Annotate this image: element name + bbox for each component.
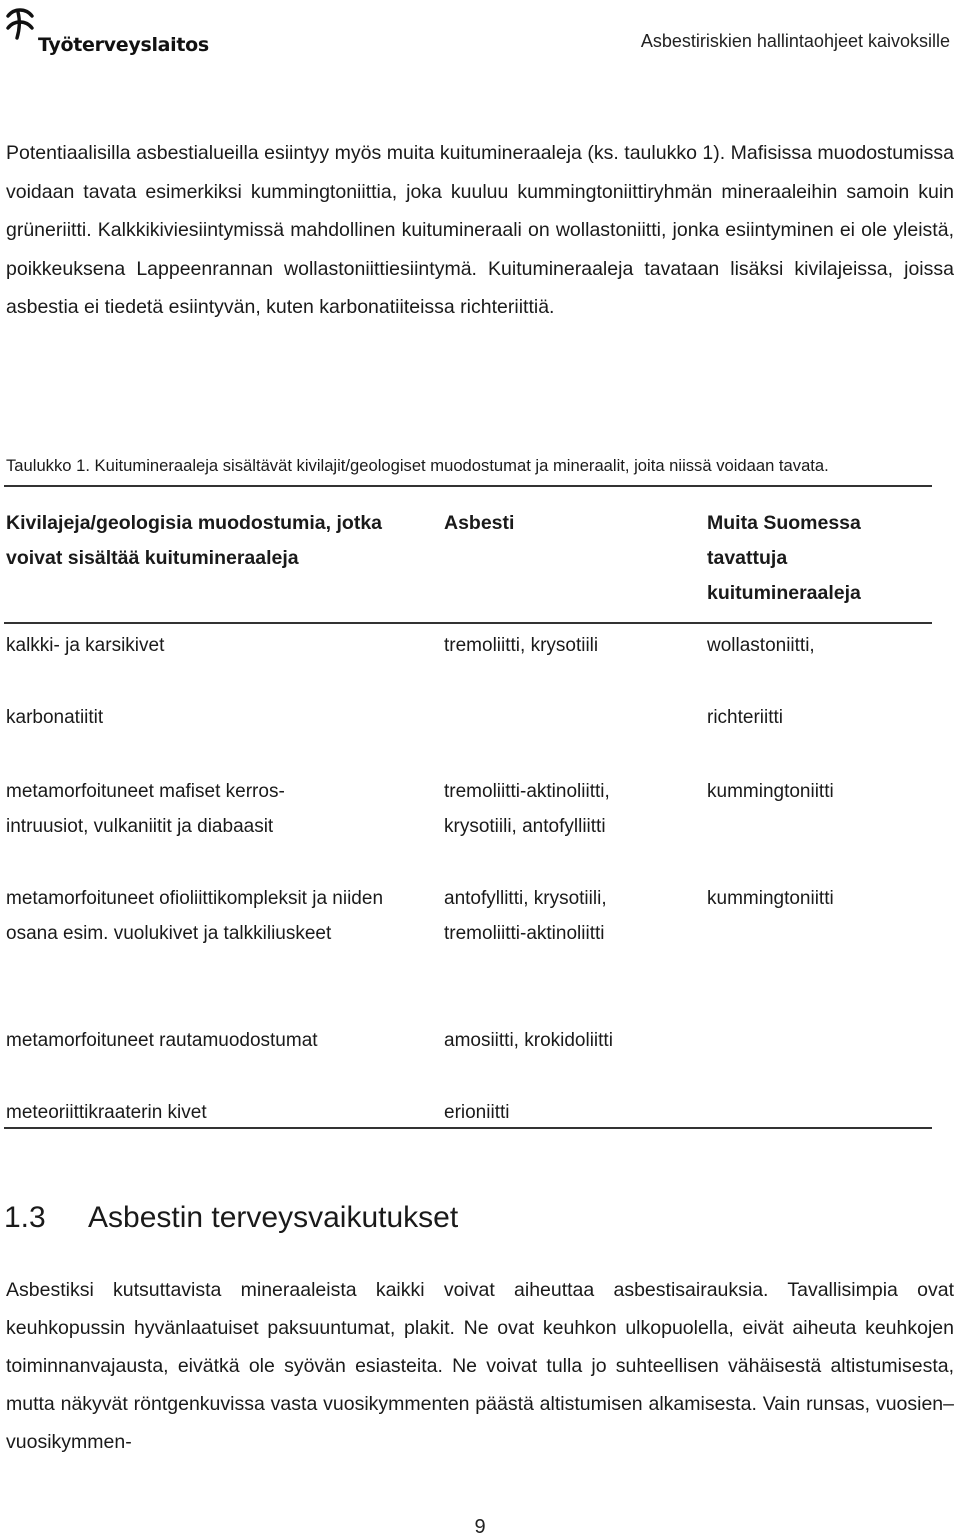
table-cell: kummingtoniitti [707,888,834,909]
table-cell: meteoriittikraaterin kivet [6,1102,207,1123]
table-caption: Taulukko 1. Kuitumineraaleja sisältävät kivilajit/geologiset muodostumat ja mineraalit, joita niissä voidaan tavata. [6,456,829,475]
table-header-cell: Asbesti [444,512,515,534]
table-cell: antofyllitti, krysotiili, tremoliitti-aktinoliitti [444,888,607,944]
section-title: Asbestin terveysvaikutukset [88,1201,459,1234]
table-header-cell: Muita Suomessa tavattuja kuitumineraaleja [707,512,861,604]
page-number: 9 [474,1516,486,1538]
table-cell: kalkki- ja karsikivet [6,635,165,656]
table-cell: wollastoniitti, [707,635,815,656]
table-cell: kummingtoniitti [707,781,834,802]
table-header-cell: Kivilajeja/geologisia muodostumia, jotka voivat sisältää kuitumineraaleja [6,512,383,569]
section-number: 1.3 [4,1201,46,1234]
table-cell: metamorfoituneet rautamuodostumat [6,1030,318,1051]
table-cell: erioniitti [444,1102,510,1123]
body-paragraph: Asbestiksi kutsuttavista mineraaleista kaikki voivat aiheuttaa asbestisairauksia. Tavallisimpia ovat keuhkopussin hyvänlaatuiset paksuuntumat, plakit. Ne ovat keuhkon ulkopuolella, eivät aiheuta keuhkojen toiminnanvajausta, eivätkä ole syövän esiasteita. Ne voivat tulla jo suhteellisen vähäisestä altistumisesta, mutta näkyvät röntgenkuvissa vasta vuosikymmenten päästä altistumisen alkamisesta. Vain runsas, vuosien–vuosikymmen- [6,1279,954,1453]
section-heading [4,1198,458,1238]
running-header-title: Asbestiriskien hallintaohjeet kaivoksille [640,31,950,51]
table-cell: karbonatiitit [6,707,104,728]
intro-paragraph: Potentiaalisilla asbestialueilla esiintyy myös muita kuitumineraaleja (ks. taulukko 1). Mafisissa muodostumissa voidaan tavata esimerkiksi kummingtoniittia, joka kuuluu kummingtoniittiryhmän mineraaleihin samoin kuin grüneriitti. Kalkkikiviesiintymissä mahdollinen kuitumineraali on wollastoniitti, jonka esiintyminen ei ole yleistä, poikkeuksena Lappeenrannan wollastoniittiesiintymä. Kuitumineraaleja tavataan lisäksi kivilajeissa, joissa asbestia ei tiedetä esiintyvän, kuten karbonatiiteissa richteriittiä. [6,142,954,318]
logo [4,6,209,58]
table-cell: tremoliitti, krysotiili [444,635,599,656]
table-cell: metamorfoituneet mafiset kerros-intruusiot, vulkaniitit ja diabaasit [6,781,285,837]
table-bottom-rule [4,1127,932,1129]
logo-text: Työterveyslaitos [38,34,209,56]
table-cell: amosiitti, krokidoliitti [444,1030,613,1051]
table-cell: tremoliitti-aktinoliitti, krysotiili, antofylliitti [444,781,610,837]
page-header [0,0,960,80]
table-header-rule [4,622,932,624]
table-cell: richteriitti [707,707,784,728]
table-cell: metamorfoituneet ofioliittikompleksit ja niiden osana esim. vuolukivet ja talkkiliuskeet [6,888,384,944]
table-top-rule [4,485,932,487]
